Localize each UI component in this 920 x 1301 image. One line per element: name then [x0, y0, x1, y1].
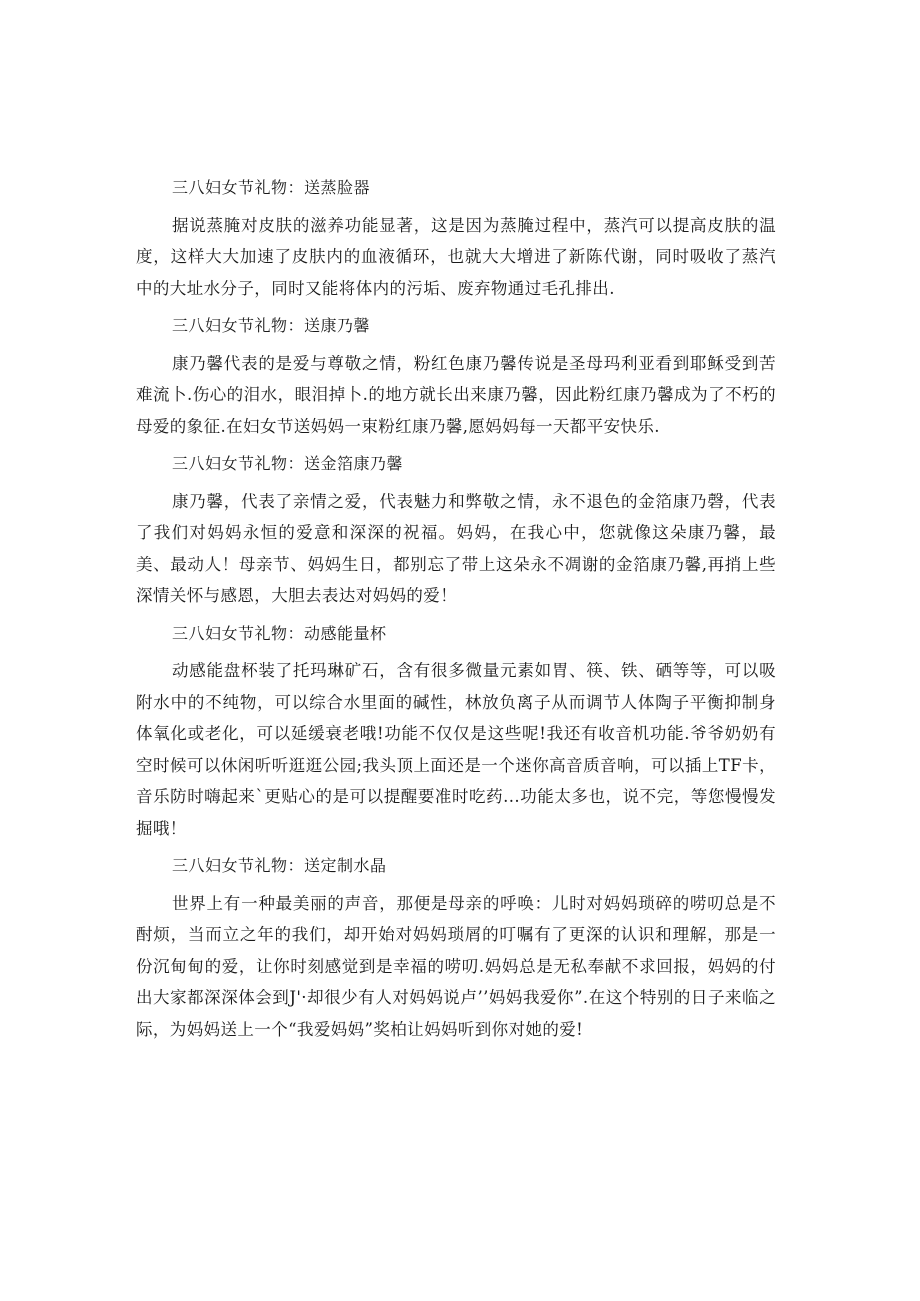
- section-heading-custom-crystal: 三八妇女节礼物：送定制水晶: [172, 856, 387, 875]
- section-heading-facial-steamer: 三八妇女节礼物：送蒸脸器: [172, 178, 371, 197]
- section-heading-carnation: 三八妇女节礼物：送康乃馨: [172, 316, 371, 335]
- section-body-carnation: 康乃馨代表的是爱与尊敬之情，粉红色康乃馨传说是圣母玛利亚看到耶稣受到苦难流卜.伤心的泪水，眼泪掉卜.的地方就长出来康乃馨，因此粉红康乃馨成为了不朽的母爱的象征.在妇女节送妈妈一束粉红康乃馨,愿妈妈每一天都平安快乐.: [136, 353, 776, 436]
- section-body-energy-cup: 动感能盘杯装了托玛琳矿石，含有很多微量元素如胃、筷、铁、硒等等，可以吸附水中的不纯物，可以综合水里面的碱性，林放负离子从而调节人体陶子平衡抑制身体氧化或老化，可以延缓衰老哦!功能不仅仅是这些呢!我还有收音机功能.爷爷奶奶有空时候可以休闲听听逛逛公园;我头顶上面还是一个迷你高音质音响，可以插上TF卡，音乐防时嗨起来`更贴心的是可以提醒要准时吃药...功能太多也，说不完，等您慢慢发掘哦！: [136, 661, 776, 838]
- section-body-custom-crystal: 世界上有一种最美丽的声音，那便是母亲的呼唤：儿时对妈妈琐碎的唠叨总是不酎烦，当而立之年的我们，却开始对妈妈琐屑的叮嘱有了更深的认识和理解，那是一份沉甸甸的爱，让你时刻感觉到是幸福的唠叨.妈妈总是无私奉献不求回报，妈妈的付出大家都深深体会到J'·却很少有人对妈妈说卢’’妈妈我爱你”.在这个特别的日子来临之际，为妈妈送上一个“我爱妈妈”奖柏让妈妈听到你对她的爱!: [136, 893, 776, 1039]
- section-body-gold-carnation: 康乃馨，代表了亲情之爱，代表魅力和弊敬之情，永不退色的金箔康乃磬，代表了我们对妈妈永恒的爱意和深深的祝福。妈妈，在我心中，您就像这朵康乃馨，最美、最动人！母亲节、妈妈生日，都别忘了带上这朵永不凋谢的金箔康乃馨,再捎上些深情关怀与感恩，大胆去表达对妈妈的爱！: [136, 491, 776, 605]
- article-content: [136, 172, 776, 1051]
- section-heading-energy-cup: 三八妇女节礼物：动感能量杯: [172, 623, 387, 643]
- section-body-facial-steamer: 据说蒸腌对皮肤的滋养功能显著，这是因为蒸腌过程中，蒸汽可以提高皮肤的温度，这样大大加速了皮肤内的血液循环，也就大大增进了新陈代谢，同时吸收了蒸汽中的大址水分子，同时又能将体内的污垢、废弃物通过毛孔排出.: [136, 215, 776, 298]
- section-heading-gold-carnation: 三八妇女节礼物：送金箔康乃馨: [172, 454, 404, 473]
